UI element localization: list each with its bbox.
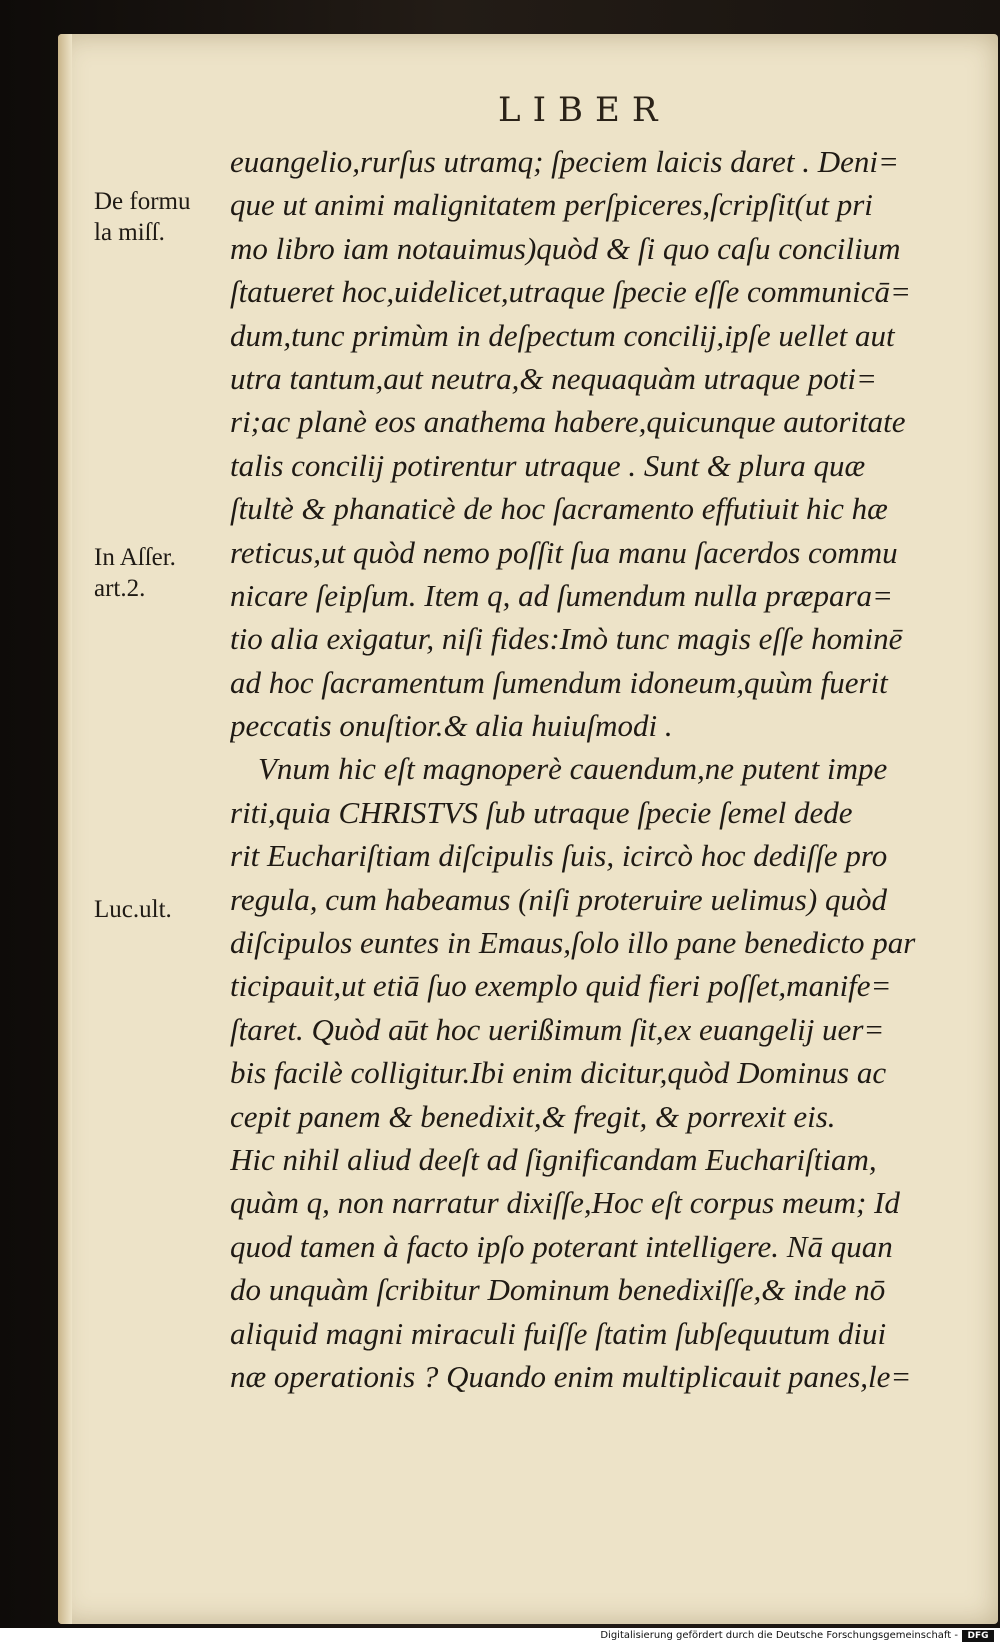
text-line: ſtultè & phanaticè de hoc ſacramento effutiuit hic hæ — [230, 491, 888, 527]
text-line: ri;ac planè eos anathema habere,quicunque autoritate — [230, 404, 906, 440]
text-line: euangelio,rurſus utramq; ſpeciem laicis daret . Deni= — [230, 144, 899, 179]
text-line: mo libro iam notauimus)quòd & ſi quo caſu concilium — [230, 230, 901, 266]
text-line: nicare ſeipſum. Item q, ad ſumendum nulla præpara= — [230, 577, 893, 613]
footer-credit: Digitalisierung gefördert durch die Deutsche Forschungsgemeinschaft - — [600, 1630, 958, 1641]
text-line: dum,tunc primùm in deſpectum concilij,ipſe uellet aut — [230, 317, 895, 353]
text-line: tio alia exigatur, niſi fides:Imò tunc magis eſſe hominē — [230, 621, 903, 657]
margin-note-assertio: In Aſſer. art.2. — [94, 544, 176, 602]
margin-note-formula: De formu la miſſ. — [94, 188, 191, 246]
book-page — [58, 34, 998, 1624]
text-line: ſtaret. Quòd aūt hoc uerißimum ſit,ex euangelij uer= — [230, 1011, 885, 1047]
text-line: riti,quia CHRISTVS ſub utraque ſpecie ſemel dede — [230, 794, 853, 830]
text-line: rit Euchariſtiam diſcipulis ſuis, icircò hoc dediſſe pro — [230, 838, 888, 874]
text-line: talis concilij potirentur utraque . Sunt & plura quæ — [230, 447, 866, 483]
text-line: Vnum hic eſt magnoperè cauendum,ne putent impe — [258, 751, 888, 787]
text-line: reticus,ut quòd nemo poſſit ſua manu ſacerdos commu — [230, 534, 898, 570]
text-line: peccatis onuſtior.& alia huiuſmodi . — [230, 708, 673, 744]
page-edge — [58, 34, 72, 1624]
text-line: cepit panem & benedixit,& fregit, & porrexit eis. — [230, 1098, 836, 1134]
text-line: bis facilè colligitur.Ibi enim dicitur,quòd Dominus ac — [230, 1055, 887, 1091]
text-line: Hic nihil aliud deeſt ad ſignificandam Euchariſtiam, — [230, 1141, 877, 1177]
text-line: regula, cum habeamus (niſi proteruire uelimus) quòd — [230, 881, 887, 917]
text-line: utra tantum,aut neutra,& nequaquàm utraque poti= — [230, 360, 877, 396]
margin-note-luke: Luc.ult. — [94, 896, 172, 923]
text-line: aliquid magni miraculi fuiſſe ſtatim ſubſequutum diui — [230, 1315, 887, 1351]
text-line: do unquàm ſcribitur Dominum benedixiſſe,& inde nō — [230, 1272, 886, 1308]
text-line: ad hoc ſacramentum ſumendum idoneum,quùm fuerit — [230, 664, 888, 700]
text-line: diſcipulos euntes in Emaus,ſolo illo pane benedicto par — [230, 925, 916, 961]
text-line: quàm q, non narratur dixiſſe,Hoc eſt corpus meum; Id — [230, 1185, 900, 1221]
body-text — [230, 140, 990, 1398]
text-line: quod tamen à facto ipſo poterant intelligere. Nā quan — [230, 1228, 893, 1264]
running-head: LIBER — [498, 90, 670, 130]
text-line: que ut animi malignitatem perſpiceres,ſcripſit(ut pri — [230, 187, 873, 223]
text-line: ſtatueret hoc,uidelicet,utraque ſpecie eſſe communicā= — [230, 274, 911, 310]
text-line: næ operationis ? Quando enim multiplicauit panes,le= — [230, 1358, 912, 1394]
dfg-logo: DFG — [962, 1630, 994, 1642]
text-line: ticipauit,ut etiā ſuo exemplo quid fieri poſſet,manife= — [230, 968, 892, 1004]
